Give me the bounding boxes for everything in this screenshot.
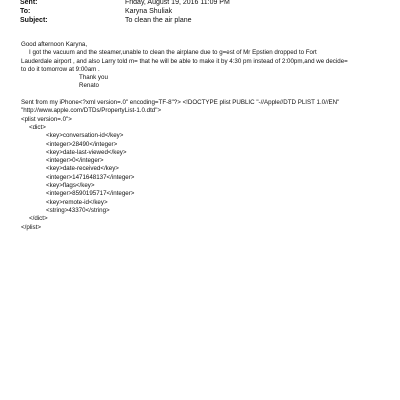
xml-line: <key>remote-id</key> [46,198,108,206]
to-row [20,7,172,16]
dtd-url-line: "http://www.apple.com/DTDs/PropertyList-1.0.dtd"> [21,107,162,115]
message-line-3: to do it tomorrow at 9:00am . [21,65,100,73]
xml-line: <key>date-last-viewed</key> [46,148,127,156]
subject-value: To clean the air plane [125,17,192,24]
xml-line: <integer>0</integer> [46,157,104,165]
sent-label: Sent: [20,0,38,6]
subject-label: Subject: [20,17,48,24]
email-body [21,41,381,232]
signature: Renato [79,82,99,90]
greeting: Good afternoon Karyna, [21,41,88,48]
xml-line: <integer>28490</integer> [46,140,118,148]
xml-line: <key>flags</key> [46,182,95,190]
plist-close: </plist> [21,223,41,231]
sent-from-line: Sent from my iPhone<?xml version=.0" encoding=TF-8"?> <!DOCTYPE plist PUBLIC "-//Apple//DTD PLIST 1.0//EN" [21,99,340,107]
plist-open: <plist version=.0"> [21,115,72,123]
xml-line: <key>date-received</key> [46,165,119,173]
closing-thanks: Thank you [79,74,108,82]
to-label: To: [20,8,31,15]
sent-row [20,0,230,7]
message-line-1: I got the vacuum and the steamer,unable to clean the airplane due to g=est of Mr Epstien dropped to Fort [29,49,317,57]
xml-line: <key>conversation-id</key> [46,132,124,140]
subject-row [20,16,192,25]
sent-value: Friday, August 19, 2016 11:09 PM [125,0,230,6]
message-line-2: Lauderdale airport , and also Larry told m= that he will be able to make it by 4:30 pm instead of 2:00pm,and we decide= [21,57,348,65]
dict-close: </dict> [29,215,48,223]
xml-line: <integer>8590195717</integer> [46,190,135,198]
to-value: Karyna Shuliak [125,8,173,15]
xml-line: <integer>1471648137</integer> [46,173,135,181]
xml-line: <string>43370</string> [46,206,110,214]
dict-open: <dict> [29,123,46,131]
